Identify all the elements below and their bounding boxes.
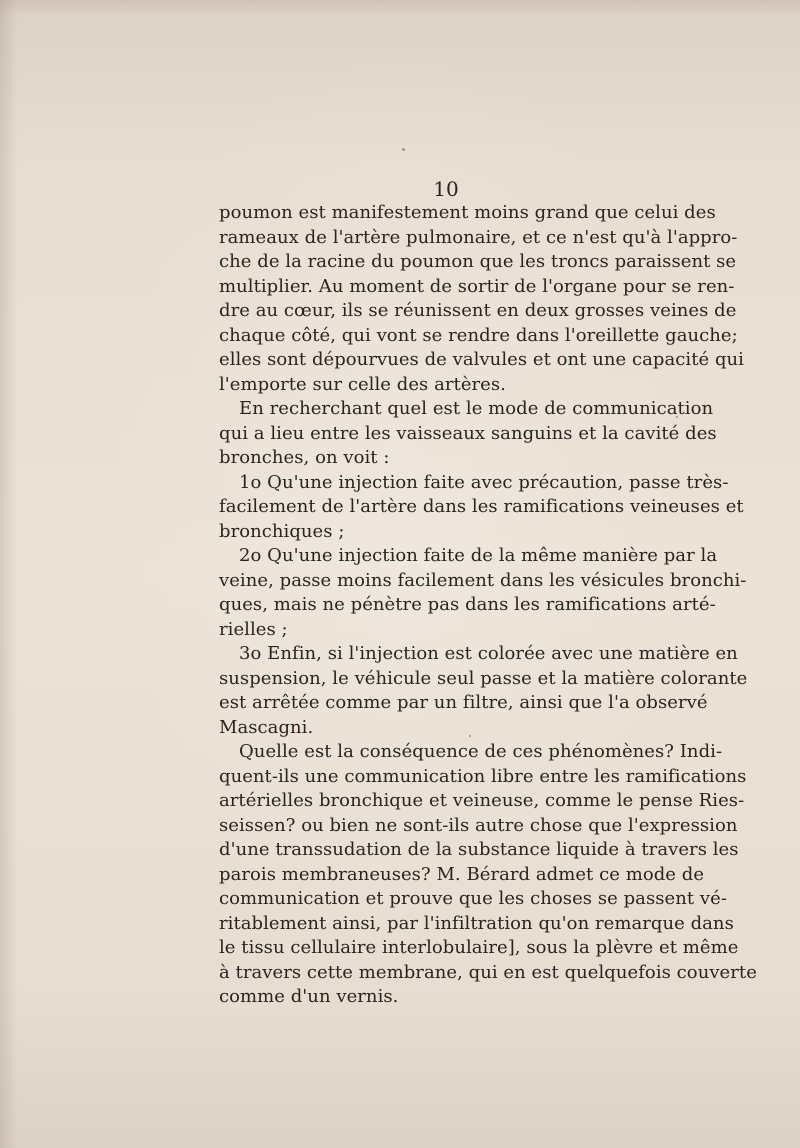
text-line-6: chaque côté, qui vont se rendre dans l'oreillette gauche; [219, 324, 738, 346]
page-edge-shadow-left [0, 0, 18, 1148]
text-line-16: veine, passe moins facilement dans les vésicules bronchi- [219, 569, 747, 591]
text-line-8: l'emporte sur celle des artères. [219, 373, 506, 395]
text-line-4: multiplier. Au moment de sortir de l'organe pour se ren- [219, 275, 735, 297]
text-line-26: seissen? ou bien ne sont-ils autre chose que l'expression [219, 814, 738, 836]
text-line-23: Quelle est la conséquence de ces phénomènes? Indi- [239, 741, 723, 762]
text-line-13: facilement de l'artère dans les ramifications veineuses et [219, 496, 744, 517]
text-line-15: 2o Qu'une injection faite de la même manière par la [239, 545, 718, 566]
text-line-33: comme d'un vernis. [219, 986, 399, 1007]
text-line-1: poumon est manifestement moins grand que celui des [219, 202, 716, 223]
text-line-14: bronchiques ; [219, 520, 345, 542]
text-line-9: En recherchant quel est le mode de communication [239, 398, 714, 419]
text-line-31: le tissu cellulaire interlobulaire], sous la plèvre et même [219, 937, 739, 958]
text-line-7: elles sont dépourvues de valvules et ont une capacité qui [219, 349, 744, 370]
text-line-21: est arrêtée comme par un filtre, ainsi que l'a observé [219, 692, 708, 713]
text-line-28: parois membraneuses? M. Bérard admet ce mode de [219, 863, 705, 885]
text-line-29: communication et prouve que les choses se passent vé- [219, 888, 727, 909]
body-text [219, 201, 757, 1010]
paper-speck [402, 148, 405, 151]
text-line-5: dre au cœur, ils se réunissent en deux grosses veines de [219, 300, 737, 321]
text-line-17: ques, mais ne pénètre pas dans les ramifications arté- [219, 594, 716, 615]
text-line-30: ritablement ainsi, par l'infiltration qu'on remarque dans [219, 912, 734, 934]
page-edge-shadow-top [0, 0, 800, 16]
text-line-24: quent-ils une communication libre entre les ramifications [219, 765, 747, 787]
text-line-32: à travers cette membrane, qui en est quelquefois couverte [219, 961, 757, 983]
text-line-27: d'une transsudation de la substance liquide à travers les [219, 839, 739, 860]
text-line-12: 1o Qu'une injection faite avec précaution, passe très- [239, 471, 729, 493]
text-line-2: rameaux de l'artère pulmonaire, et ce n'est qu'à l'appro- [219, 226, 738, 248]
text-line-18: rielles ; [219, 618, 288, 640]
text-line-20: suspension, le véhicule seul passe et la matière colorante [219, 667, 748, 689]
text-line-19: 3o Enfin, si l'injection est colorée avec une matière en [239, 643, 738, 664]
text-line-3: che de la racine du poumon que les troncs paraissent se [219, 251, 737, 272]
page-number: 10 [433, 177, 459, 201]
text-line-25: artérielles bronchique et veineuse, comme le pense Ries- [219, 790, 745, 811]
text-line-22: Mascagni. [219, 716, 314, 738]
text-line-10: qui a lieu entre les vaisseaux sanguins et la cavité des [219, 422, 717, 444]
text-line-11: bronches, on voit : [219, 447, 390, 468]
